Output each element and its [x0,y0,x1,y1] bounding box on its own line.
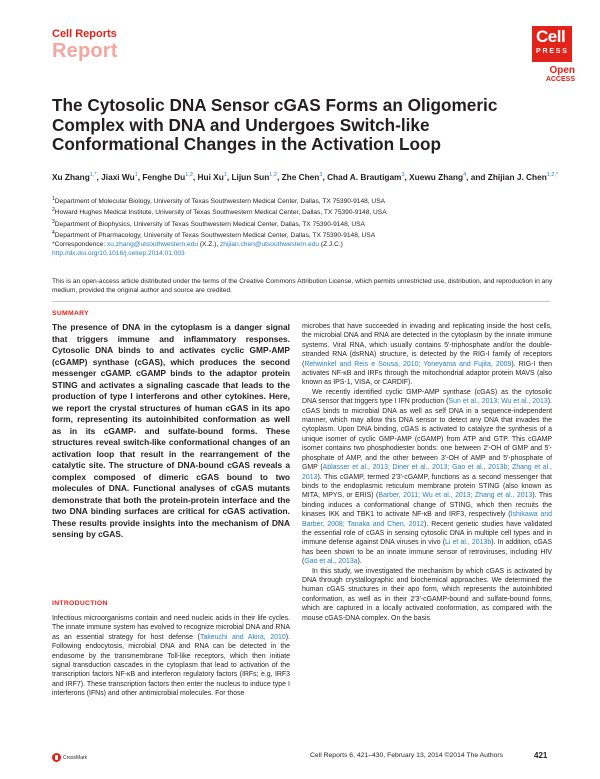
body-text: ). [357,558,362,566]
article-title: The Cytosolic DNA Sensor cGAS Forms an Oligomeric Complex with DNA and Undergoes Switch-like Conformational Changes in the Activation Loop [52,95,498,154]
affiliation-text: Department of Molecular Biology, University of Texas Southwestern Medical Center, Dallas, TX 75390-9148, USA [54,198,385,206]
author-name: Zhe Chen [281,171,320,182]
affiliations [52,195,572,258]
body-text: microbes that have succeeded in invading and replicating inside the host cells, the microbial DNA and RNA are detected in the cytoplasm by the innate immune systems. Viral RNA, which usually contains 5′-triphosphate and/or the double-stranded RNA (dsRNA) structure, is detected by the RIG-I family of receptors ( [302,323,552,368]
crossmark-icon [52,753,61,762]
body-paragraph-1 [302,322,552,388]
reference-link[interactable]: Takeuchi and Akira, 2010 [200,633,286,641]
author-affiliation-marker: 1 [223,172,227,178]
reference-link[interactable]: Gao et al., 2013a [304,558,358,566]
affiliation-number: 3 [52,218,55,225]
author-name: Xu Zhang [52,171,90,182]
body-text: ). Recent genetic studies have validated the essential role of cGAS in sensing cytosolic DNA in multiple cell types and in immune defense against DNA viruses in vivo ( [302,520,552,547]
correspondence [52,240,572,249]
reference-link[interactable]: Ishikawa and Barber, 2008; Tanaka and Chen, 2012 [302,511,552,528]
affiliation-number: 4 [52,229,55,236]
author-affiliation-marker: 3 [319,172,323,178]
reference-link[interactable]: Sun et al., 2013; Wu et al., 2013 [448,398,548,406]
affiliation-number: 1 [52,196,55,202]
doi-link[interactable]: http://dx.doi.org/10.1016/j.celrep.2014.01.003 [52,250,185,258]
body-text: ). cGAS binds to microbial DNA as well as self DNA in a sequence-independent manner, which may allow this DNA sensor to detect any DNA that invades the cytoplasm. Upon DNA binding, cGAS is activated to catalyze the synthesis of a unique isomer of cyclic GMP-AMP (cGAMP) from ATP and GTP. This cGAMP isomer contains two phosphodiester bonds: one between 2′-OH of GMP and 5′-phosphate of AMP, and the other between 3′-OH of AMP and 5′-phosphate of GMP ( [302,398,552,472]
body-text: ). In addition, cGAS has been shown to be an innate immune sensor of retroviruses, including HIV ( [302,539,553,566]
author-affiliation-marker: 3 [401,172,405,178]
author-name: Fenghe Du [142,171,186,182]
affiliation-line [52,229,572,240]
logo-main-text: Cell [536,27,566,46]
author-name: Lijun Sun [231,171,270,182]
body-text: Infectious microorganisms contain and need nucleic acids in their life cycles. The innate immune system has evolved to recognize microbial DNA and RNA as an essential strategy for host defense ( [52,615,290,641]
reference-link[interactable]: Li et al., 2013b [445,539,492,547]
access-label: ACCESS [545,76,575,83]
affiliation-text: Howard Hughes Medical Institute, University of Texas Southwestern Medical Center, Dallas, TX 75390-9148, USA [54,209,387,217]
reference-link[interactable]: Barber, 2011; Wu et al., 2013; Zhang et al., 2013 [378,492,533,500]
page-number: 421 [534,751,548,760]
author-affiliation-marker: 1,2 [269,172,277,178]
author-affiliation-marker: 1,2,* [546,172,559,178]
cell-press-logo[interactable] [532,26,572,62]
introduction-heading: INTRODUCTION [52,600,108,607]
divider [52,301,550,302]
author-affiliation-marker: 1,* [89,172,97,178]
affiliation-text: Department of Pharmacology, University of Texas Southwestern Medical Center, Dallas, TX 75390-9148, USA [54,232,376,240]
author-name: Chad A. Brautigam [327,171,402,182]
body-text: ). Following endocytosis, microbial DNA and RNA can be detected in the endosome by the transmembrane Toll-like receptors, which then initiate signal transduction cascades in the cytoplasm that lead to activation of the transcription factors NF-κB and interferon regulatory factors (IRFs; e.g, IRF3 and IRF7). These transcription factors then enter the nucleus to induce type I interferons (IFNs) and other antimicrobial molecules. For those [52,633,290,698]
author-name: Hui Xu [197,171,224,182]
body-paragraph-3: In this study, we investigated the mechanism by which cGAS is activated by DNA through crystallographic and biochemical approaches. We determined the human cGAS structures in their apo form, which represents the autoinhibited conformation, as well as in their 2′3′-cGAMP-bound and sulfate-bound forms, which are captured in a locally activated conformation, as compared with the mouse cGAS-DNA complex. On the basis [302,567,552,622]
article-type: Report [52,40,118,62]
body-text: We recently identified cyclic GMP-AMP synthase (cGAS) as the cytosolic DNA sensor that triggers type I IFN production ( [302,388,552,406]
author-name: Jiaxi Wu [101,171,135,182]
author-affiliation-marker: 4 [463,172,467,178]
introduction-paragraph [52,614,290,699]
open-access-badge [541,66,575,84]
affiliation-line [52,206,572,217]
reference-link[interactable]: Ablasser et al., 2013; Diner et al., 2013; Gao et al., 2013b; Zhang et al., 2013 [302,464,552,481]
body-text: ). RIG-I then activates NF-κB and IRFs through the mitochondrial adaptor protein MAVS (also known as IPS-1, VISA, or CARDIF). [302,360,552,387]
author-name: Zhijian J. Chen [487,171,547,182]
crossmark-label: CrossMark [63,754,88,761]
body-paragraph-2 [302,388,552,567]
author-affiliation-marker: 1,2 [185,172,193,178]
right-column [302,322,552,623]
correspondence-label: *Correspondence: [52,241,107,249]
correspondence-who-1: (X.Z.), [198,241,220,249]
summary-heading: SUMMARY [52,310,89,317]
author-affiliation-marker: 1 [134,172,138,178]
body-text: ). This cGAMP, termed 2′3′-cGAMP, functions as a second messenger that binds to the endoplasmic reticulum membrane protein STING (also known as MITA, MPYS, or ERIS) ( [302,473,552,500]
open-label: Open [549,65,575,76]
license-statement: This is an open-access article distributed under the terms of the Creative Commons Attribution License, which permits unrestricted use, distribution, and reproduction in any medium, provided the original author and source are credited. [52,278,553,295]
reference-link[interactable]: Rehwinkel and Reis e Sousa, 2010; Yoneyama and Fujita, 2009 [304,360,512,368]
author-name: Xuewu Zhang [409,171,464,182]
correspondence-who-2: (Z.J.C.) [319,241,343,249]
logo-sub-text: PRESS [536,48,569,55]
body-text: ). This binding induces a conformational change of STING, which then recruits the kinases IKK and TBK1 to activate NF-κB and IRF3, respectively ( [302,492,553,519]
affiliation-line [52,218,572,229]
journal-name: Cell Reports [52,28,117,40]
crossmark-logo[interactable] [52,753,87,762]
affiliation-text: Department of Biophysics, University of Texas Southwestern Medical Center, Dallas, TX 75390-9148, USA [54,220,365,228]
author-list: Xu Zhang$^{1,*}$, Jiaxi Wu$^1$, Fenghe Du$^{1,2}$, Hui Xu$^1$, Lijun Sun$^{1,2}$, Zhe Chen$^3$, Chad A. Brautigam$^3$, Xuewu Zhang$^4$, and Zhijian J. Chen$^{1,2,*}$ [52,171,559,182]
affiliation-number: 2 [52,207,55,214]
email-link-1[interactable]: xu.zhang@utsouthwestern.edu [106,241,198,249]
email-link-2[interactable]: zhijian.chen@utsouthwestern.edu [219,241,320,249]
summary-text: The presence of DNA in the cytoplasm is a danger signal that triggers immune and inflammatory responses. Cytosolic DNA binds to and activates cyclic GMP-AMP (cGAMP) synthase (cGAS), which produces the second messenger cGAMP. cGAMP binds to the adaptor protein STING and activates a signaling cascade that leads to the production of type I interferons and other cytokines. Here, we report the crystal structures of human cGAS in its apo form, representing its autoinhibited conformation as well as in its cGAMP- and sulfate-bound forms. These structures reveal switch-like conformational changes of an activation loop that result in the rearrangement of the catalytic site. The structure of DNA-bound cGAS reveals a complex composed of dimeric cGAS bound to two molecules of DNA. Functional analyses of cGAS mutants demonstrate that both the protein-protein interface and the two DNA binding surfaces are critical for cGAS activation. These results provide insights into the mechanism of DNA sensing by cGAS. [52,322,290,539]
footer-citation: Cell Reports 6, 421–430, February 13, 2014 ©2014 The Authors [310,752,504,759]
affiliation-line [52,195,572,206]
